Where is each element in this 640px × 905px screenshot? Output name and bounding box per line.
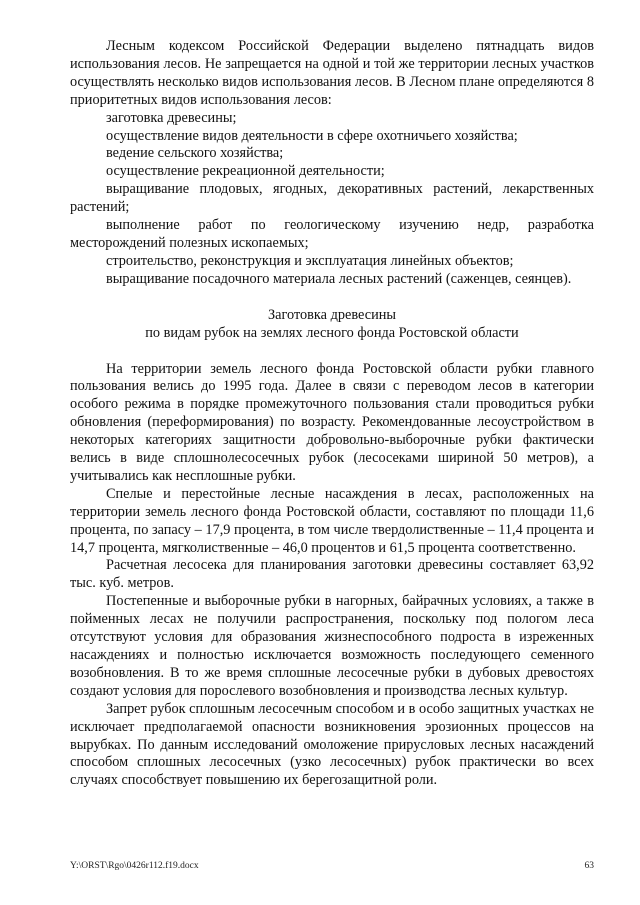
page-footer	[70, 858, 594, 876]
intro-paragraph: Лесным кодексом Российской Федерации выделено пятнадцать видов использования лесов. Не запрещается на одной и той же территории лесных участков осуществлять несколько видов использования лесов. В Лесном плане определяются 8 приоритетных видов использования лесов:	[70, 38, 594, 108]
body-paragraph: Спелые и перестойные лесные насаждения в лесах, расположенных на территории земель лесного фонда Ростовской области, составляют по площади 11,6 процента, по запасу – 17,9 процента, в том числе твердолиственные – 11,4 процента и 14,7 процента, мягколиственные – 46,0 процентов и 61,5 процента соответственно.	[70, 485, 594, 556]
body-paragraph: Постепенные и выборочные рубки в нагорных, байрачных условиях, а также в пойменных лесах не получили распространения, поскольку под пологом леса отсутствуют условия для образования жизнеспособного подроста в изреженных насаждениях и полностью исключается возможность последующего семенного возобновления. В то же время сплошные лесосечные рубки в дубовых древостоях создают условия для порослевого возобновления и производства лесных культур.	[70, 593, 594, 699]
page-content	[70, 38, 594, 790]
file-path: Y:\ORST\Rgo\0426r112.f19.docx	[70, 861, 199, 871]
list-item: заготовка древесины;	[106, 109, 237, 126]
list-item: выращивание плодовых, ягодных, декоративных растений, лекарственных растений;	[70, 181, 594, 216]
body-paragraph: Расчетная лесосека для планирования заготовки древесины составляет 63,92 тыс. куб. метров.	[70, 557, 594, 592]
list-item: ведение сельского хозяйства;	[106, 145, 284, 162]
list-item: строительство, реконструкция и эксплуатация линейных объектов;	[106, 252, 514, 269]
list-item: выполнение работ по геологическому изучению недр, разработка месторождений полезных ископаемых;	[70, 217, 594, 251]
page-number: 63	[584, 861, 594, 871]
section-title: Заготовка древесины	[268, 306, 396, 323]
body-paragraph: На территории земель лесного фонда Ростовской области рубки главного пользования велись до 1995 года. Далее в связи с переводом лесов в категории особого режима в порядке промежуточного пользования стали проводиться рубки обновления (переформирования) по возрасту. Рекомендованные лесоустройством в некоторых категориях защитности добровольно-выборочные рубки фактически велись в виде сплошнолесосечных рубок (лесосеками шириной 50 метров), а учитывались как несплошные рубки.	[70, 360, 594, 484]
list-item: выращивание посадочного материала лесных растений (саженцев, сеянцев).	[106, 270, 572, 287]
section-subtitle: по видам рубок на землях лесного фонда Ростовской области	[145, 324, 519, 341]
list-item: осуществление видов деятельности в сфере охотничьего хозяйства;	[106, 127, 518, 144]
body-paragraph: Запрет рубок сплошным лесосечным способом и в особо защитных участках не исключает предполагаемой опасности возникновения эрозионных процессов на вырубках. По данным исследований омоложение прирусловых лесных насаждений способом сплошных лесосечных (узко лесосечных) рубок практически во всех случаях способствует повышению их берегозащитной роли.	[70, 700, 594, 789]
list-item: осуществление рекреационной деятельности;	[106, 163, 385, 180]
